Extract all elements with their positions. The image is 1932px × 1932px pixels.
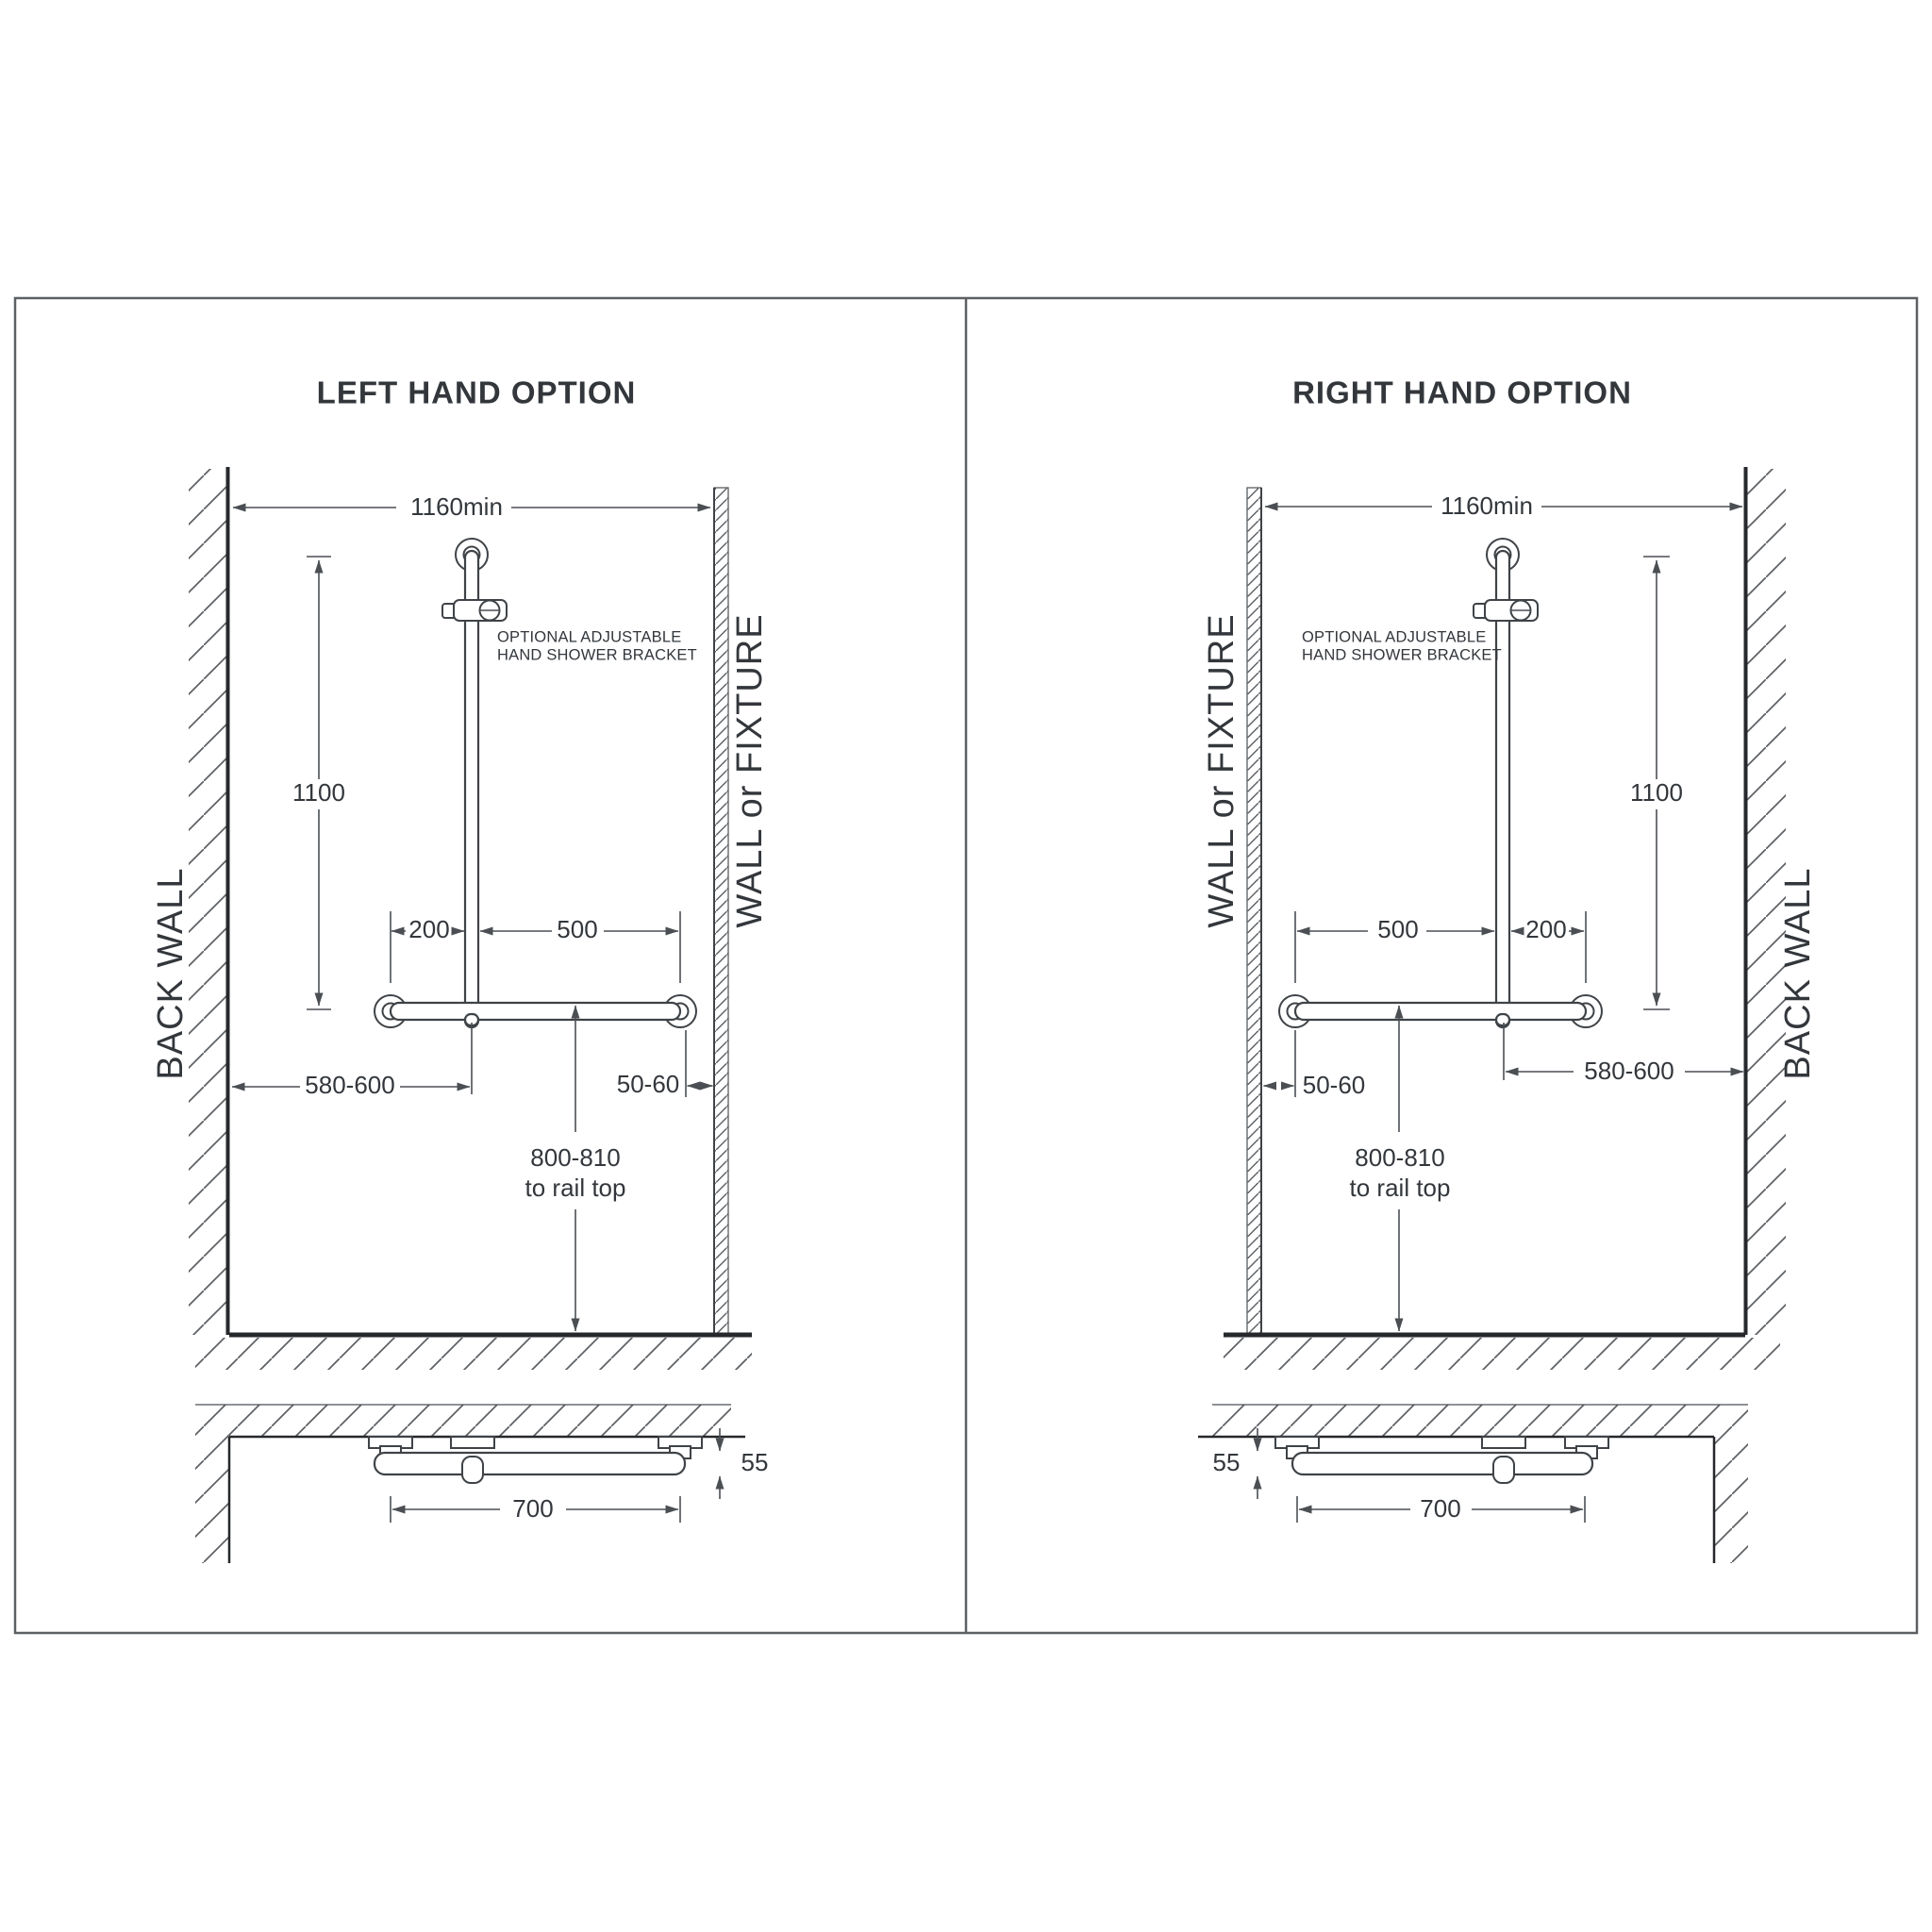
svg-text:55: 55: [1212, 1447, 1241, 1476]
svg-text:500: 500: [1377, 914, 1419, 943]
left-hand-shower-bracket: [442, 600, 507, 621]
svg-text:50-60: 50-60: [1302, 1070, 1366, 1099]
left-panel-title: LEFT HAND OPTION: [316, 375, 637, 410]
right-dim-plan-rail-length: [1297, 1494, 1585, 1523]
right-fixture-wall: [1202, 488, 1261, 1335]
right-dim-plan-rail-offset: [1213, 1428, 1257, 1499]
left-bracket-note-line1: OPTIONAL ADJUSTABLE: [497, 628, 682, 646]
left-dim-rail-segment-long: [480, 911, 680, 983]
left-plan-rail-tube: [375, 1453, 685, 1474]
right-plan-view: [1198, 1405, 1748, 1563]
right-dim-rail-segment-short: [1511, 911, 1586, 983]
right-dim-rail-segment-long: [1295, 911, 1494, 983]
svg-text:55: 55: [741, 1447, 769, 1476]
right-floor: [1224, 1335, 1780, 1370]
svg-text:700: 700: [1420, 1493, 1461, 1523]
left-dim-rail-to-fixture: [617, 1030, 713, 1098]
left-vertical-rail: [465, 551, 478, 1027]
right-dim-rail-to-fixture: [1264, 1030, 1366, 1099]
svg-text:1100: 1100: [1630, 777, 1683, 807]
right-hand-shower-bracket: [1474, 600, 1538, 621]
right-dim-vertical-rail-height: [1630, 557, 1683, 1009]
right-vertical-rail: [1496, 551, 1509, 1027]
right-plan-rail-tube: [1292, 1453, 1592, 1474]
svg-text:800-810: 800-810: [1355, 1142, 1445, 1172]
svg-text:50-60: 50-60: [616, 1069, 680, 1098]
left-dim-plan-rail-length: [391, 1494, 680, 1523]
left-panel: [151, 375, 770, 1563]
left-dim-rail-segment-short: [391, 911, 464, 983]
right-dim-floor-to-rail: [1350, 1006, 1451, 1331]
svg-text:580-600: 580-600: [305, 1070, 395, 1099]
right-grab-rail-elevation: [1279, 539, 1602, 1027]
right-back-wall: [1746, 467, 1819, 1335]
left-back-wall: [151, 467, 227, 1335]
svg-text:200: 200: [408, 914, 450, 943]
right-panel-title: RIGHT HAND OPTION: [1292, 375, 1632, 410]
left-bracket-note-line2: HAND SHOWER BRACKET: [497, 646, 697, 664]
svg-text:200: 200: [1525, 914, 1567, 943]
left-plan-view: [195, 1405, 768, 1563]
svg-text:to rail top: to rail top: [1349, 1173, 1451, 1202]
right-dim-back-wall-to-rail: [1504, 1023, 1743, 1085]
left-dim-opening-width: [233, 492, 710, 521]
svg-text:to rail top: to rail top: [525, 1173, 626, 1202]
svg-text:800-810: 800-810: [530, 1142, 621, 1172]
svg-text:700: 700: [512, 1493, 554, 1523]
left-grab-rail-elevation: [375, 539, 697, 1027]
left-horizontal-rail: [391, 1003, 680, 1020]
left-floor: [195, 1335, 752, 1370]
left-back-wall-label: BACK WALL: [151, 867, 192, 1080]
svg-text:500: 500: [557, 914, 598, 943]
right-panel: [1198, 375, 1818, 1563]
svg-text:1160min: 1160min: [410, 491, 503, 521]
right-bracket-note-line2: HAND SHOWER BRACKET: [1302, 646, 1502, 664]
right-back-wall-label: BACK WALL: [1778, 867, 1819, 1080]
right-dim-opening-width: [1265, 491, 1742, 520]
left-dim-vertical-rail-height: [292, 557, 345, 1009]
left-side-wall-label: WALL or FIXTURE: [730, 613, 771, 928]
left-fixture-wall: [714, 488, 770, 1335]
right-horizontal-rail: [1295, 1003, 1586, 1020]
svg-text:1100: 1100: [292, 777, 345, 807]
left-dim-back-wall-to-rail: [232, 1023, 472, 1099]
left-dim-plan-rail-offset: [720, 1428, 768, 1499]
svg-text:580-600: 580-600: [1584, 1056, 1674, 1085]
right-side-wall-label: WALL or FIXTURE: [1202, 613, 1242, 928]
right-bracket-note-line1: OPTIONAL ADJUSTABLE: [1302, 628, 1487, 646]
left-dim-floor-to-rail: [525, 1006, 626, 1331]
svg-text:1160min: 1160min: [1441, 491, 1533, 520]
